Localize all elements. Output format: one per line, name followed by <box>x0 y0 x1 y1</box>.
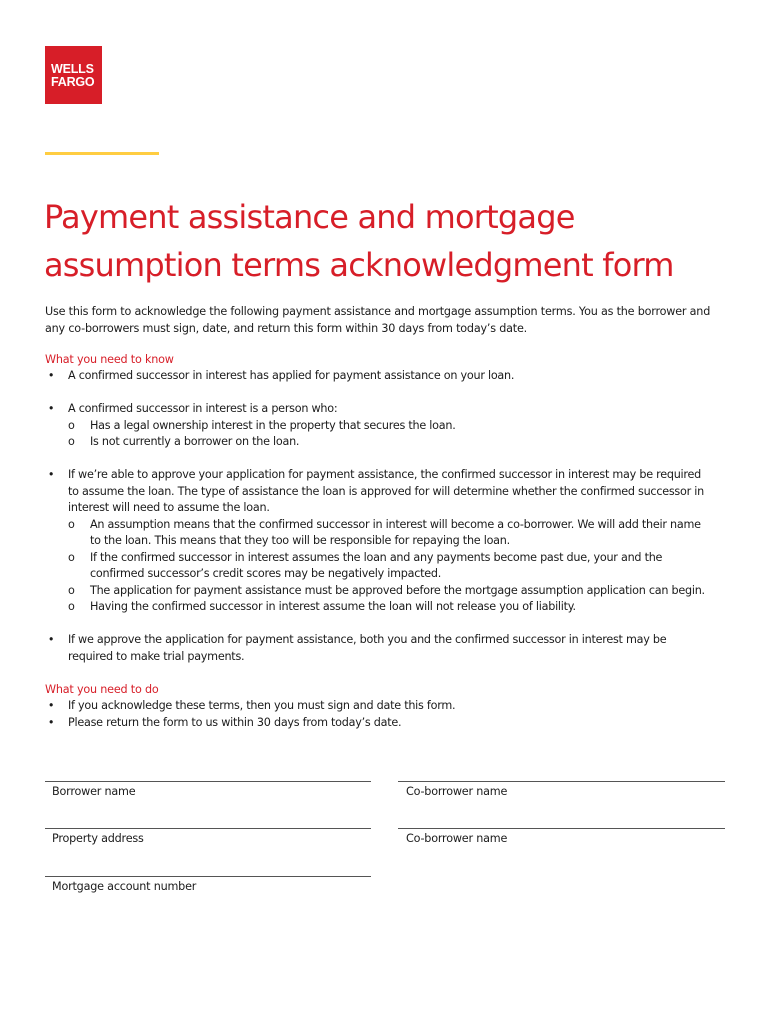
bullet-icon: • <box>47 402 55 415</box>
intro-line-1: Use this form to acknowledge the following payment assistance and mortgage assumption terms. You as the borrower and <box>45 305 711 318</box>
sub-bullet-icon: o <box>68 600 75 613</box>
list-item <box>45 467 735 616</box>
accent-rule <box>45 152 159 155</box>
intro-line-2: any co-borrowers must sign, date, and return this form within 30 days from today’s date. <box>45 322 528 335</box>
property-address-field[interactable] <box>45 828 371 829</box>
list-item <box>45 632 735 665</box>
co-borrower-name-field[interactable] <box>398 781 725 782</box>
page-title <box>44 193 744 289</box>
co-borrower-name-label-2: Co-borrower name <box>406 832 508 845</box>
bullet-icon: • <box>47 715 55 729</box>
bullet-text: A confirmed successor in interest has applied for payment assistance on your loan. <box>68 369 515 382</box>
borrower-name-field[interactable] <box>45 781 371 782</box>
bullet-text: If we’re able to approve your application for payment assistance, the confirmed successor in interest may be required to assume the loan. The type of assistance the loan is approved for will determine whether the confirmed successor in interest will need to assume the loan. <box>68 468 704 514</box>
sub-bullet-icon: o <box>68 418 75 432</box>
mortgage-account-number-label: Mortgage account number <box>52 880 197 893</box>
sub-list-item: o Has a legal ownership interest in the property that secures the loan. <box>68 418 735 435</box>
co-borrower-name-label: Co-borrower name <box>406 785 508 798</box>
title-line-2: assumption terms acknowledgment form <box>44 246 674 284</box>
bullet-icon: • <box>47 699 55 712</box>
bullet-text: If we approve the application for payment assistance, both you and the confirmed successor in interest may be required to make trial payments. <box>68 633 667 663</box>
mortgage-account-number-field[interactable] <box>45 876 371 877</box>
bullet-icon: • <box>47 468 55 481</box>
sub-bullet-icon: o <box>68 550 75 564</box>
section-heading-need-to-know: What you need to know <box>45 353 174 366</box>
wells-fargo-logo <box>45 46 102 104</box>
section-heading-need-to-do: What you need to do <box>45 683 159 696</box>
list-item <box>45 401 735 451</box>
intro-paragraph <box>45 303 735 337</box>
co-borrower-name-field-2[interactable] <box>398 828 725 829</box>
logo-line-1: WELLS <box>51 62 94 76</box>
sub-list-item: o Having the confirmed successor in interest assume the loan will not release you of liability. <box>68 599 735 616</box>
sub-list-item: o If the confirmed successor in interest assumes the loan and any payments become past due, your and the confirmed successor’s credit scores may be negatively impacted. <box>68 550 663 580</box>
sub-list-item: o The application for payment assistance must be approved before the mortgage assumption application can begin. <box>68 583 735 600</box>
title-line-1: Payment assistance and mortgage <box>44 198 575 236</box>
sub-bullet-icon: o <box>68 517 75 531</box>
sub-bullet-icon: o <box>68 435 75 448</box>
sub-list-item: o An assumption means that the confirmed successor in interest will become a co-borrower. We will add their name to the loan. This means that they too will be responsible for repaying the loan. <box>68 517 701 547</box>
logo-line-2: FARGO <box>51 75 95 89</box>
sub-bullet-icon: o <box>68 583 75 597</box>
sub-list-item: o Is not currently a borrower on the loan. <box>68 434 735 451</box>
bullet-icon: • <box>47 369 55 382</box>
property-address-label: Property address <box>52 832 144 845</box>
list <box>45 698 735 731</box>
list-item: • Please return the form to us within 30 days from today’s date. <box>45 715 735 732</box>
borrower-name-label: Borrower name <box>52 785 136 798</box>
bullet-text: A confirmed successor in interest is a person who: <box>68 402 338 415</box>
bullet-icon: • <box>47 633 55 646</box>
list-item: • If you acknowledge these terms, then you must sign and date this form. <box>45 698 735 715</box>
list-item <box>45 368 735 385</box>
